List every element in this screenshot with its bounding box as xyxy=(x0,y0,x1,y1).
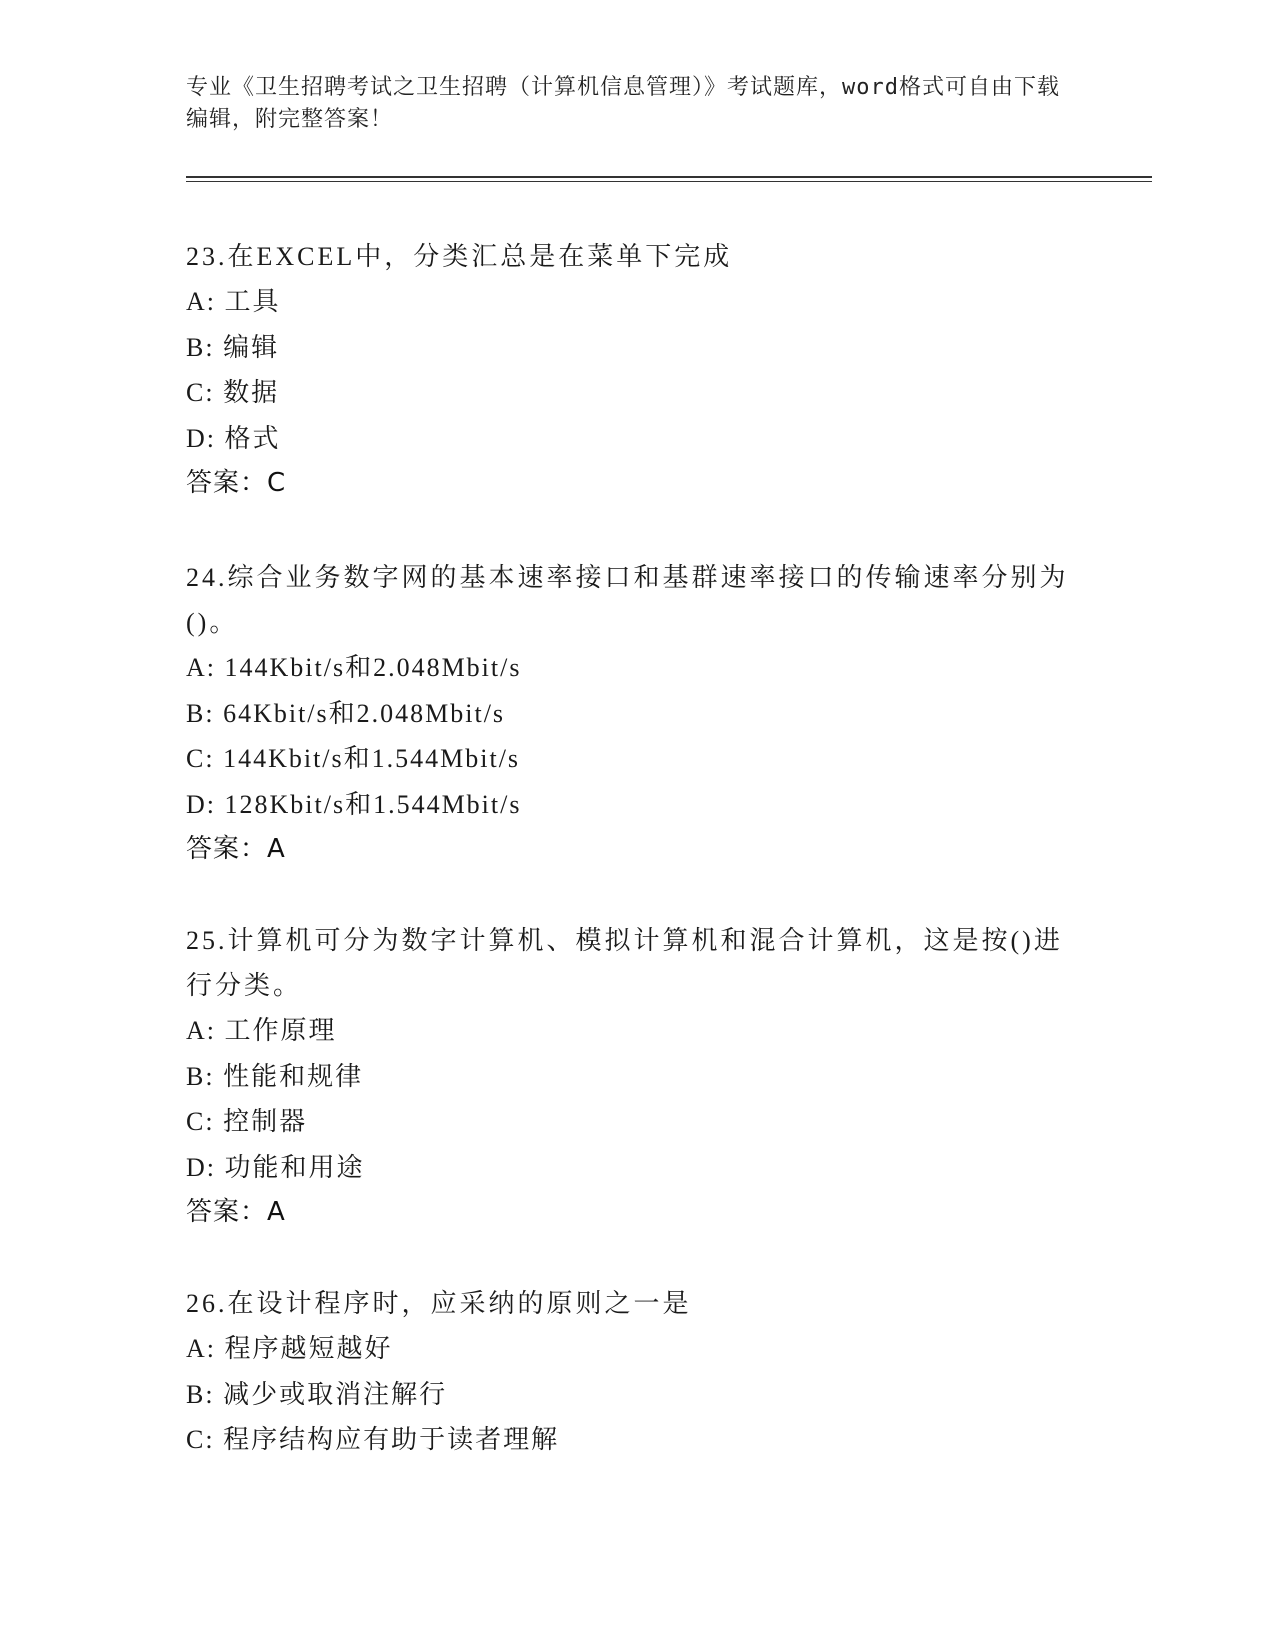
answer: 答案：A xyxy=(186,1197,286,1227)
option-d: D: 128Kbit/s和1.544Mbit/s xyxy=(186,789,522,819)
option-a: A: 144Kbit/s和2.048Mbit/s xyxy=(186,653,522,682)
answer: 答案：A xyxy=(186,834,286,864)
option-b: B: 性能和规律 xyxy=(186,1061,364,1091)
header-divider-top xyxy=(186,176,1152,178)
option-b: B: 编辑 xyxy=(186,332,280,362)
question-stem: 24.综合业务数字网的基本速率接口和基群速率接口的传输速率分别为()。 xyxy=(186,563,1069,637)
answer: 答案：C xyxy=(186,468,287,498)
option-b: B: 减少或取消注解行 xyxy=(186,1379,448,1409)
option-c: C: 数据 xyxy=(186,378,280,407)
option-c: C: 程序结构应有助于读者理解 xyxy=(186,1425,560,1454)
option-d: D: 格式 xyxy=(186,423,281,453)
option-a: A: 程序越短越好 xyxy=(186,1334,393,1363)
question-25 xyxy=(186,918,1086,1235)
option-d: D: 功能和用途 xyxy=(186,1152,365,1182)
question-stem: 25.计算机可分为数字计算机、模拟计算机和混合计算机，这是按()进行分类。 xyxy=(186,926,1063,1000)
question-23 xyxy=(186,234,1086,506)
question-26 xyxy=(186,1281,1086,1463)
option-b: B: 64Kbit/s和2.048Mbit/s xyxy=(186,698,506,728)
question-stem: 23.在EXCEL中，分类汇总是在菜单下完成 xyxy=(186,242,733,271)
option-a: A: 工作原理 xyxy=(186,1016,337,1045)
document-header: 专业《卫生招聘考试之卫生招聘（计算机信息管理）》考试题库，word格式可自由下载编辑，附完整答案！ xyxy=(186,75,1060,132)
question-24 xyxy=(186,555,1086,872)
question-stem: 26.在设计程序时，应采纳的原则之一是 xyxy=(186,1289,692,1318)
option-a: A: 工具 xyxy=(186,287,281,316)
option-c: C: 144Kbit/s和1.544Mbit/s xyxy=(186,744,521,773)
header-divider-bottom xyxy=(186,181,1152,182)
option-c: C: 控制器 xyxy=(186,1107,308,1136)
